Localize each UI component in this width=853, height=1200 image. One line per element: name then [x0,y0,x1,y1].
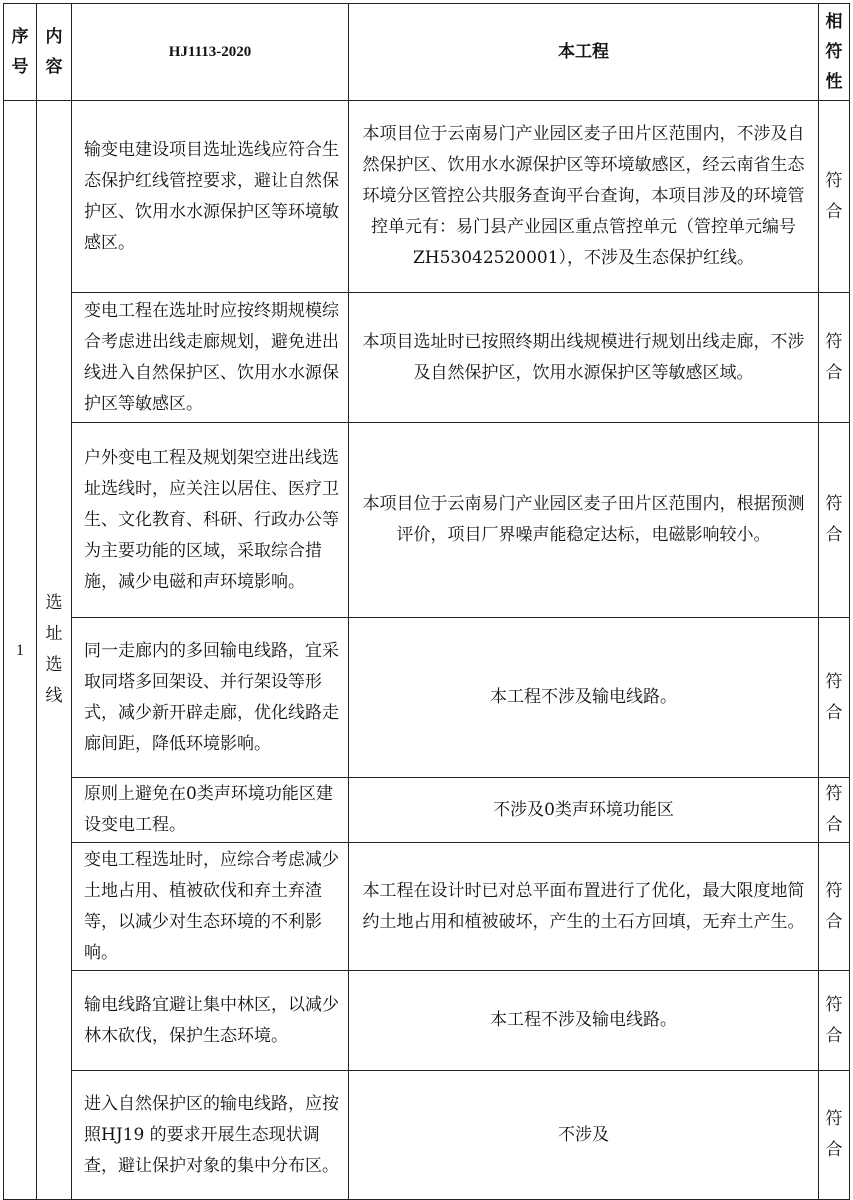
compliance-cell: 符 合 [819,778,850,843]
requirement-cell: 户外变电工程及规划架空进出线选址选线时，应关注以居住、医疗卫生、文化教育、科研、行政办公等为主要功能的区域，采取综合措施，减少电磁和声环境影响。 [72,423,349,618]
header-project: 本工程 [349,4,819,101]
project-cell: 本工程不涉及输电线路。 [349,971,819,1071]
compliance-cell: 符 合 [819,971,850,1071]
section-index: 1 [4,101,37,1200]
compliance-cell: 符 合 [819,1071,850,1200]
project-cell: 不涉及 [349,1071,819,1200]
compliance-table [3,3,850,1200]
requirement-cell: 输电线路宜避让集中林区，以减少林木砍伐，保护生态环境。 [72,971,349,1071]
table-row [4,293,850,423]
table-row [4,423,850,618]
requirement-cell: 同一走廊内的多回输电线路，宜采取同塔多回架设、并行架设等形式，减少新开辟走廊，优化线路走廊间距，降低环境影响。 [72,618,349,778]
table-row [4,101,850,293]
compliance-cell: 符 合 [819,293,850,423]
requirement-cell: 原则上避免在0类声环境功能区建设变电工程。 [72,778,349,843]
header-content: 内 容 [37,4,72,101]
table-row [4,843,850,971]
requirement-cell: 输变电建设项目选址选线应符合生态保护红线管控要求，避让自然保护区、饮用水水源保护区等环境敏感区。 [72,101,349,293]
table-row [4,618,850,778]
project-cell: 本工程在设计时已对总平面布置进行了优化，最大限度地简约土地占用和植被破坏，产生的土石方回填，无弃土产生。 [349,843,819,971]
compliance-cell: 符 合 [819,101,850,293]
header-standard: HJ1113-2020 [72,4,349,101]
header-seq: 序 号 [4,4,37,101]
project-cell: 本工程不涉及输电线路。 [349,618,819,778]
table-row [4,971,850,1071]
table-row [4,778,850,843]
table-header-row [4,4,850,101]
project-cell: 本项目位于云南易门产业园区麦子田片区范围内，不涉及自然保护区、饮用水水源保护区等环境敏感区，经云南省生态环境分区管控公共服务查询平台查询，本项目涉及的环境管控单元有：易门县产业园区重点管控单元（管控单元编号ZH53042520001），不涉及生态保护红线。 [349,101,819,293]
project-cell: 本项目选址时已按照终期出线规模进行规划出线走廊，不涉及自然保护区，饮用水源保护区等敏感区域。 [349,293,819,423]
header-compliance: 相 符 性 [819,4,850,101]
requirement-cell: 变电工程选址时，应综合考虑减少土地占用、植被砍伐和弃土弃渣等，以减少对生态环境的不利影响。 [72,843,349,971]
project-cell: 不涉及0类声环境功能区 [349,778,819,843]
compliance-cell: 符 合 [819,423,850,618]
requirement-cell: 进入自然保护区的输电线路，应按照HJ19 的要求开展生态现状调查，避让保护对象的集中分布区。 [72,1071,349,1200]
table-row [4,1071,850,1200]
compliance-cell: 符 合 [819,843,850,971]
compliance-cell: 符 合 [819,618,850,778]
project-cell: 本项目位于云南易门产业园区麦子田片区范围内，根据预测评价，项目厂界噪声能稳定达标，电磁影响较小。 [349,423,819,618]
section-category: 选 址 选 线 [37,101,72,1200]
requirement-cell: 变电工程在选址时应按终期规模综合考虑进出线走廊规划，避免进出线进入自然保护区、饮用水水源保护区等敏感区。 [72,293,349,423]
